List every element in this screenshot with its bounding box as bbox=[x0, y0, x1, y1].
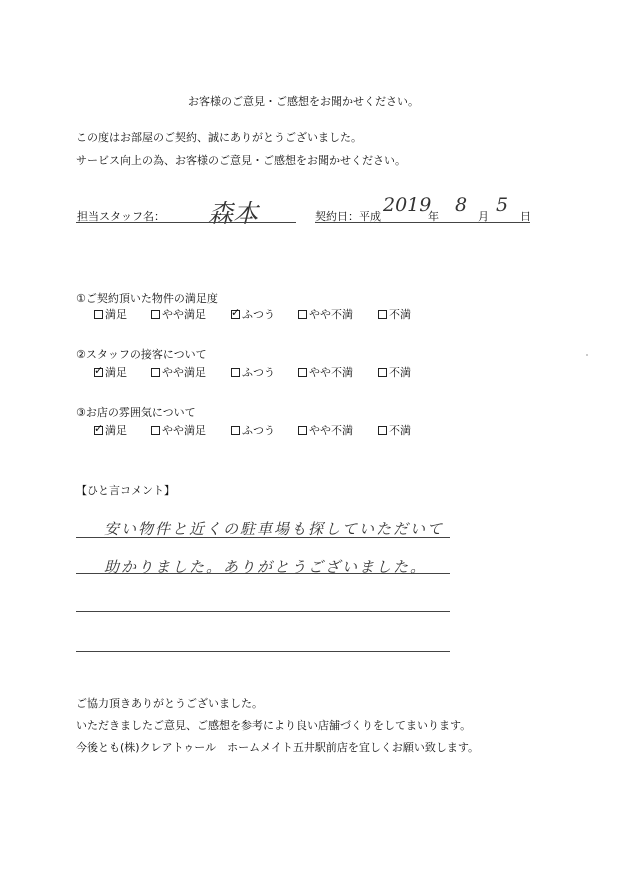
contract-month-handwritten: 8 bbox=[455, 194, 468, 216]
checkbox[interactable] bbox=[378, 368, 387, 377]
comment-line-1[interactable]: 安い物件と近くの駐車場も探していただいて bbox=[104, 520, 445, 538]
contract-day-handwritten: 5 bbox=[496, 194, 509, 216]
question-3-title: ③お店の雰囲気について bbox=[76, 406, 196, 419]
checkbox[interactable] bbox=[231, 426, 240, 435]
contract-date-label: 契約日：平成 bbox=[315, 210, 381, 223]
comment-heading: 【ひと言コメント】 bbox=[76, 484, 175, 497]
checkbox[interactable] bbox=[298, 368, 307, 377]
closing-line-1: ご協力頂きありがとうございました。 bbox=[76, 697, 263, 710]
intro-line-1: この度はお部屋のご契約、誠にありがとうございました。 bbox=[76, 131, 362, 144]
question-2-title: ②スタッフの接客について bbox=[76, 348, 207, 361]
staff-label: 担当スタッフ名： bbox=[77, 210, 165, 223]
q1-option-neutral[interactable]: ✓ ふつう bbox=[231, 306, 275, 322]
contract-day-unit: 日 bbox=[520, 210, 531, 223]
comment-line-2[interactable]: 助かりました。ありがとうございました。 bbox=[104, 558, 428, 576]
checkbox-checked[interactable] bbox=[94, 426, 103, 435]
question-1-title: ①ご契約頂いた物件の満足度 bbox=[76, 292, 218, 305]
checkbox-checked[interactable] bbox=[94, 368, 103, 377]
contract-year-handwritten: 2019 bbox=[383, 194, 432, 216]
q2-option-satisfied[interactable]: ✓満足 bbox=[94, 364, 127, 380]
q3-option-somewhat-dissatisfied[interactable]: やや不満 bbox=[298, 422, 353, 438]
checkbox[interactable] bbox=[151, 426, 160, 435]
closing-line-2: いただきましたご意見、ご感想を参考により良い店舗づくりをしてまいります。 bbox=[76, 719, 472, 732]
closing-line-3: 今後とも(株)クレアトゥール ホームメイト五井駅前店を宜しくお願い致します。 bbox=[76, 741, 479, 754]
contract-underline bbox=[315, 222, 530, 223]
intro-line-2: サービス向上の為、お客様のご意見・ご感想をお聞かせください。 bbox=[76, 154, 406, 167]
staff-name-handwritten: 森本 bbox=[208, 199, 259, 228]
q2-option-somewhat-satisfied[interactable]: やや満足 bbox=[151, 364, 206, 380]
scan-speck bbox=[586, 354, 588, 356]
comment-rule-2 bbox=[76, 573, 450, 574]
comment-rule-1 bbox=[76, 537, 450, 538]
q2-option-neutral[interactable]: ふつう bbox=[231, 364, 275, 380]
q3-option-dissatisfied[interactable]: 不満 bbox=[378, 422, 411, 438]
staff-underline bbox=[76, 222, 296, 223]
contract-month-unit: 月 bbox=[478, 210, 489, 223]
checkbox[interactable] bbox=[151, 368, 160, 377]
checkbox[interactable] bbox=[231, 368, 240, 377]
q1-option-somewhat-satisfied[interactable]: やや満足 bbox=[151, 306, 206, 322]
q1-option-somewhat-dissatisfied[interactable]: やや不満 bbox=[298, 306, 353, 322]
q2-option-dissatisfied[interactable]: 不満 bbox=[378, 364, 411, 380]
comment-rule-4 bbox=[76, 651, 450, 652]
q1-option-dissatisfied[interactable]: 不満 bbox=[378, 306, 411, 322]
q2-option-somewhat-dissatisfied[interactable]: やや不満 bbox=[298, 364, 353, 380]
checkbox-checked[interactable] bbox=[231, 310, 240, 319]
checkbox[interactable] bbox=[94, 310, 103, 319]
q1-option-satisfied[interactable]: 満足 bbox=[94, 306, 127, 322]
contract-year-unit: 年 bbox=[428, 210, 439, 223]
checkbox[interactable] bbox=[378, 310, 387, 319]
form-title: お客様のご意見・ご感想をお聞かせください。 bbox=[188, 95, 419, 108]
checkbox[interactable] bbox=[378, 426, 387, 435]
q3-option-somewhat-satisfied[interactable]: やや満足 bbox=[151, 422, 206, 438]
checkbox[interactable] bbox=[298, 426, 307, 435]
q3-option-neutral[interactable]: ふつう bbox=[231, 422, 275, 438]
checkbox[interactable] bbox=[151, 310, 160, 319]
checkbox[interactable] bbox=[298, 310, 307, 319]
comment-rule-3 bbox=[76, 611, 450, 612]
q3-option-satisfied[interactable]: ✓満足 bbox=[94, 422, 127, 438]
